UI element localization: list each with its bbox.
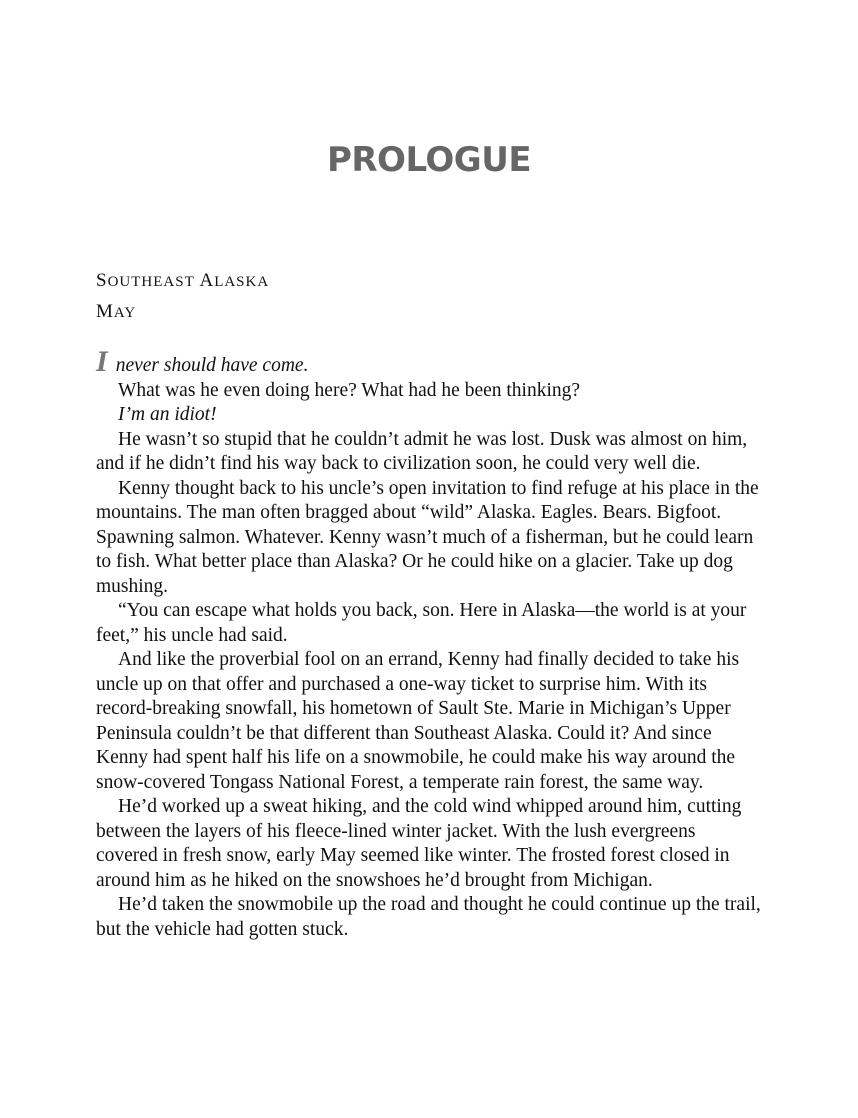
setting-location: SOUTHEAST ALASKA <box>96 270 270 291</box>
paragraph: Kenny thought back to his uncle’s open invitation to find refuge at his place in the mountains. The man often bragged about “wild” Alaska. Eagles. Bears. Bigfoot. Spawning salmon. Whatever. Kenny wasn’t much of a fisherman, but he could learn to fish. What better place than Alaska? Or he could hike on a glacier. Take up dog mushing. <box>96 477 759 597</box>
paragraph: “You can escape what holds you back, son. Here in Alaska—the world is at your feet,” his uncle had said. <box>96 600 747 646</box>
drop-cap: I <box>96 345 108 378</box>
body-text <box>96 345 762 942</box>
paragraph: What was he even doing here? What had he been thinking? <box>118 379 581 401</box>
opening-paragraph <box>96 345 762 379</box>
paragraph: He’d worked up a sweat hiking, and the cold wind whipped around him, cutting between the layers of his fleece-lined winter jacket. With the lush evergreens covered in fresh snow, early May seemed like winter. The frosted forest closed in around him as he hiked on the snowshoes he’d brought from Michigan. <box>96 796 742 891</box>
paragraph: He’d taken the snowmobile up the road and thought he could continue up the trail, but the vehicle had gotten stuck. <box>96 894 761 940</box>
setting-header <box>96 266 269 328</box>
opening-line: never should have come. <box>115 355 309 376</box>
paragraph: I’m an idiot! <box>118 404 217 425</box>
paragraph: He wasn’t so stupid that he couldn’t admit he was lost. Dusk was almost on him, and if he didn’t find his way back to civilization soon, he could very well die. <box>96 428 748 474</box>
paragraph: And like the proverbial fool on an errand, Kenny had finally decided to take his uncle up on that offer and purchased a one-way ticket to surprise him. With its record-breaking snowfall, his hometown of Sault Ste. Marie in Michigan’s Upper Peninsula couldn’t be that different than Southeast Alaska. Could it? And since Kenny had spent half his life on a snowmobile, he could make his way around the snow-covered Tongass National Forest, a temperate rain forest, the same way. <box>96 649 740 793</box>
chapter-title: PROLOGUE <box>326 140 532 180</box>
setting-month: MAY <box>96 301 137 322</box>
